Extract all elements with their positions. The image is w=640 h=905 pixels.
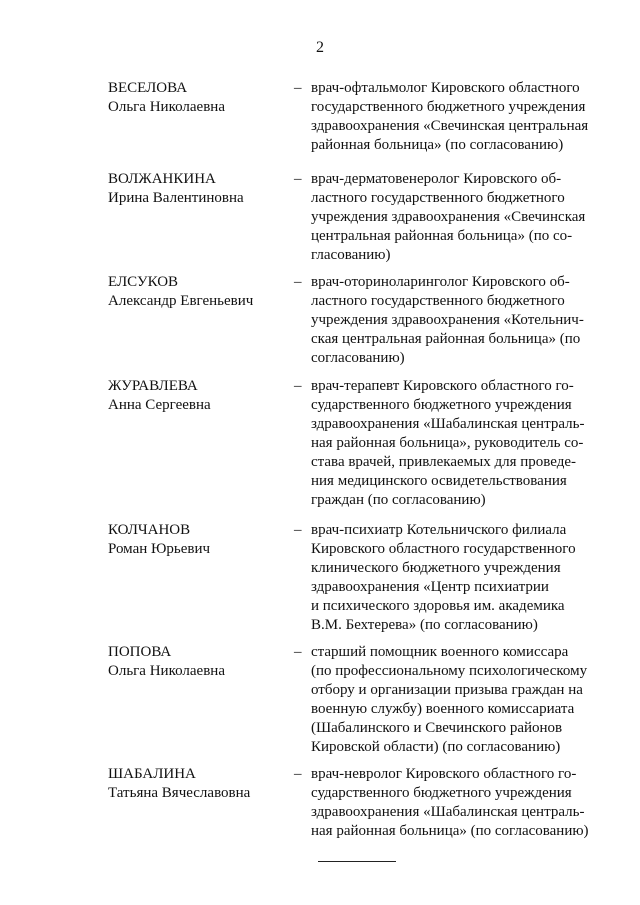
member-surname: ШАБАЛИНА xyxy=(108,766,196,782)
member-surname: ВЕСЕЛОВА xyxy=(108,80,188,96)
position-line: отбору и организации призыва граждан на xyxy=(311,682,583,698)
member-name xyxy=(108,765,288,803)
position-line: (Шабалинского и Свечинского районов xyxy=(311,720,563,736)
dash-separator: – xyxy=(294,644,302,660)
position-line: здравоохранения «Центр психиатрии xyxy=(311,579,549,595)
dash-separator: – xyxy=(294,378,302,394)
member-position xyxy=(311,377,593,510)
position-line: врач-терапевт Кировского областного го- xyxy=(311,378,574,394)
member-given-names: Александр Евгеньевич xyxy=(108,293,254,309)
member-position xyxy=(311,273,593,368)
member-given-names: Анна Сергеевна xyxy=(108,397,211,413)
dash-separator: – xyxy=(294,80,302,96)
position-line: сударственного бюджетного учреждения xyxy=(311,785,572,801)
position-line: (по профессиональному психологическому xyxy=(311,663,588,679)
position-line: врач-невролог Кировского областного го- xyxy=(311,766,577,782)
position-line: здравоохранения «Шабалинская централь- xyxy=(311,416,585,432)
member-given-names: Татьяна Вячеславовна xyxy=(108,785,251,801)
member-name xyxy=(108,170,288,208)
member-position xyxy=(311,521,593,635)
member-name xyxy=(108,643,288,681)
member-position xyxy=(311,79,593,155)
position-line: ная районная больница» (по согласованию) xyxy=(311,823,589,839)
dash-separator: – xyxy=(294,766,302,782)
member-name xyxy=(108,273,288,311)
position-line: Кировской области) (по согласованию) xyxy=(311,739,561,755)
page-number: 2 xyxy=(316,39,324,56)
member-name xyxy=(108,79,288,117)
position-line: согласованию) xyxy=(311,350,405,366)
position-line: клинического бюджетного учреждения xyxy=(311,560,561,576)
member-given-names: Роман Юрьевич xyxy=(108,541,211,557)
position-line: В.М. Бехтерева» (по согласованию) xyxy=(311,617,538,633)
position-line: врач-психиатр Котельничского филиала xyxy=(311,522,567,538)
dash-separator: – xyxy=(294,522,302,538)
member-surname: ПОПОВА xyxy=(108,644,172,660)
position-line: ская центральная районная больница» (по xyxy=(311,331,581,347)
member-name xyxy=(108,377,288,415)
position-line: здравоохранения «Свечинская центральная xyxy=(311,118,589,134)
position-line: ния медицинского освидетельствования xyxy=(311,473,567,489)
position-line: центральная районная больница» (по со- xyxy=(311,228,573,244)
position-line: военную службу) военного комиссариата xyxy=(311,701,575,717)
member-surname: ЖУРАВЛЕВА xyxy=(108,378,198,394)
position-line: учреждения здравоохранения «Котельнич- xyxy=(311,312,584,328)
member-given-names: Ольга Николаевна xyxy=(108,663,225,679)
position-line: районная больница» (по согласованию) xyxy=(311,137,564,153)
position-line: врач-дерматовенеролог Кировского об- xyxy=(311,171,562,187)
position-line: ная районная больница», руководитель со- xyxy=(311,435,584,451)
member-position xyxy=(311,170,593,265)
position-line: ластного государственного бюджетного xyxy=(311,190,565,206)
member-position xyxy=(311,643,593,757)
member-given-names: Ольга Николаевна xyxy=(108,99,225,115)
member-name xyxy=(108,521,288,559)
position-line: государственного бюджетного учреждения xyxy=(311,99,586,115)
position-line: сударственного бюджетного учреждения xyxy=(311,397,572,413)
member-position xyxy=(311,765,593,841)
member-surname: КОЛЧАНОВ xyxy=(108,522,191,538)
member-surname: ВОЛЖАНКИНА xyxy=(108,171,216,187)
member-given-names: Ирина Валентиновна xyxy=(108,190,244,206)
position-line: здравоохранения «Шабалинская централь- xyxy=(311,804,585,820)
dash-separator: – xyxy=(294,274,302,290)
position-line: Кировского областного государственного xyxy=(311,541,576,557)
position-line: врач-офтальмолог Кировского областного xyxy=(311,80,580,96)
position-line: врач-оториноларинголог Кировского об- xyxy=(311,274,570,290)
position-line: граждан (по согласованию) xyxy=(311,492,486,508)
position-line: и психического здоровья им. академика xyxy=(311,598,565,614)
position-line: старший помощник военного комиссара xyxy=(311,644,569,660)
position-line: ластного государственного бюджетного xyxy=(311,293,565,309)
dash-separator: – xyxy=(294,171,302,187)
position-line: учреждения здравоохранения «Свечинская xyxy=(311,209,586,225)
position-line: става врачей, привлекаемых для проведе- xyxy=(311,454,577,470)
closing-rule xyxy=(318,861,396,862)
position-line: гласованию) xyxy=(311,247,391,263)
member-surname: ЕЛСУКОВ xyxy=(108,274,179,290)
